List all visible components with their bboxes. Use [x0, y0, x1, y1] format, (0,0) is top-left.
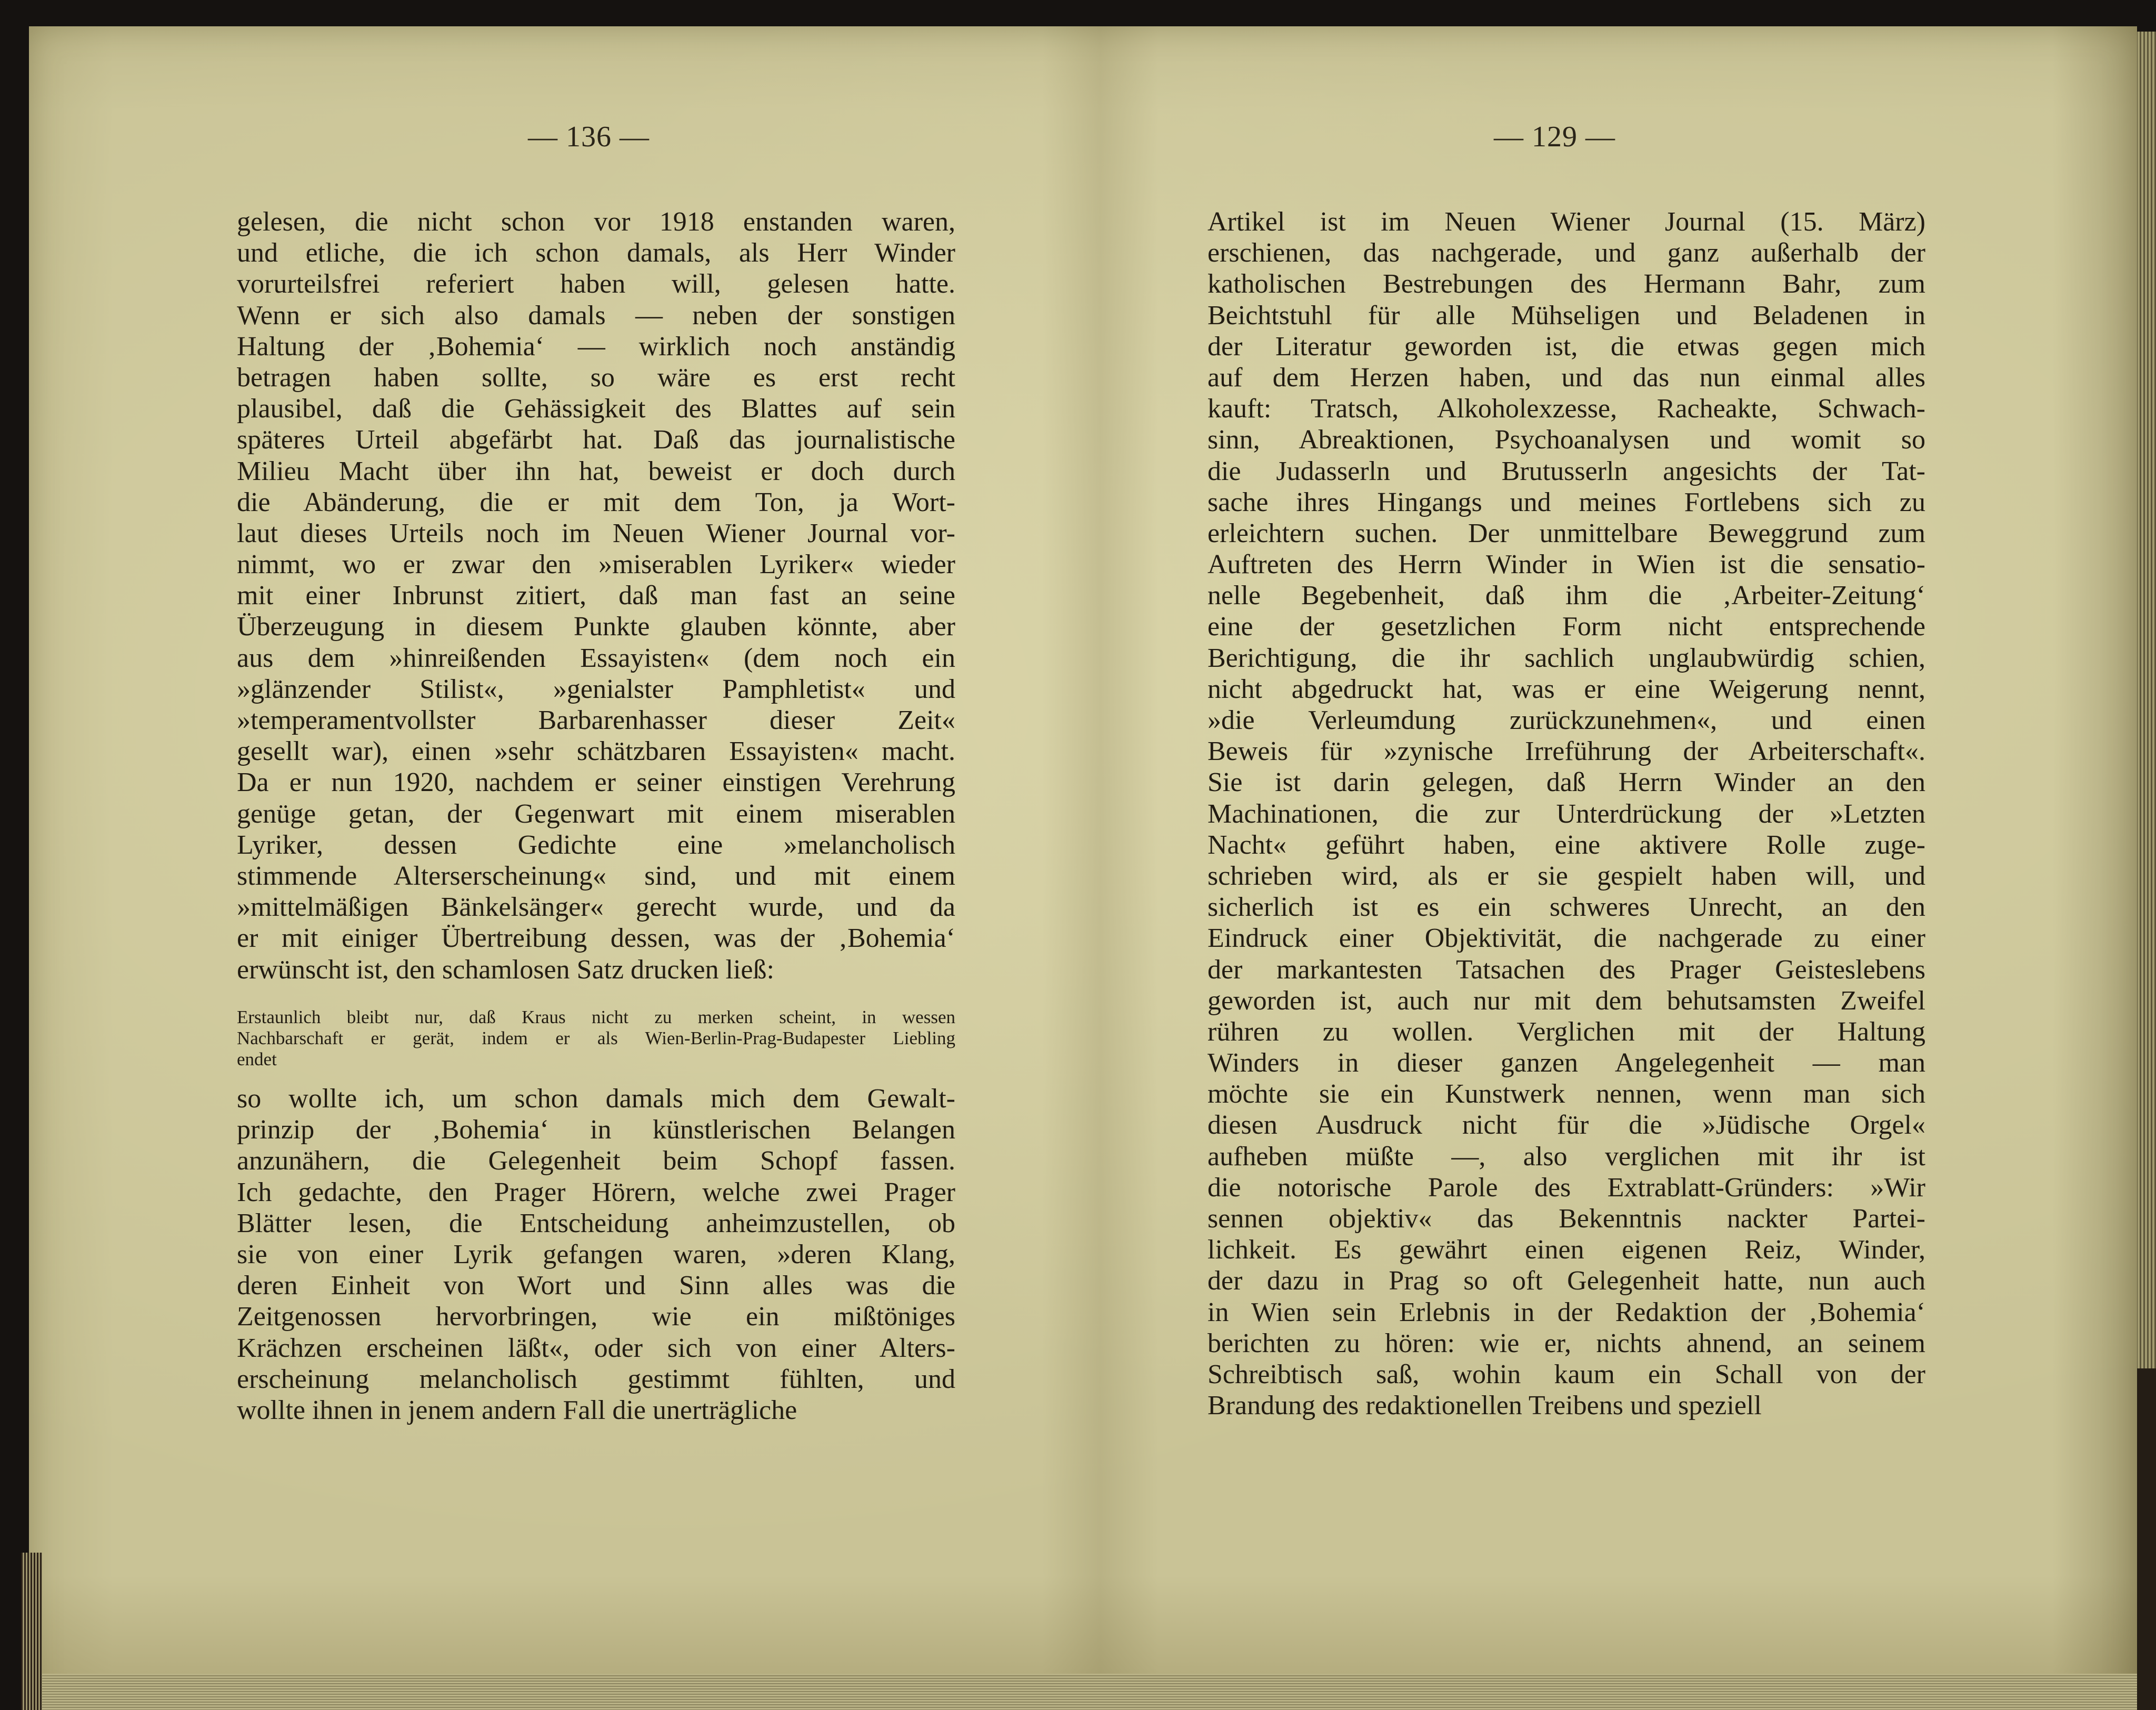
text-line: »die Verleumdung zurückzunehmen«, und einen — [1207, 705, 1925, 735]
text-line: Machinationen, die zur Unterdrückung der »Letzten — [1207, 798, 1925, 829]
text-line: erleichtern suchen. Der unmittelbare Beweggrund zum — [1207, 518, 1925, 548]
text-line: Zeitgenossen hervorbringen, wie ein mißtöniges — [237, 1302, 955, 1332]
text-line: aus dem »hinreißenden Essayisten« (dem noch ein — [237, 643, 955, 673]
text-line: sache ihres Hingangs und meines Fortlebens sich zu — [1207, 487, 1925, 517]
text-line: in Wien sein Erlebnis in der Redaktion der ‚Bohemia‘ — [1207, 1297, 1925, 1327]
text-line: Brandung des redaktionellen Treibens und speziell — [1207, 1391, 1762, 1421]
text-line: Haltung der ‚Bohemia‘ — wirklich noch anständig — [237, 331, 955, 362]
text-line: »glänzender Stilist«, »genialster Pamphletist« und — [237, 674, 955, 704]
text-line: Artikel ist im Neuen Wiener Journal (15. März) — [1207, 207, 1925, 237]
text-line: laut dieses Urteils noch im Neuen Wiener Journal vor- — [237, 518, 955, 548]
text-line: Da er nun 1920, nachdem er seiner einstigen Verehrung — [237, 767, 955, 798]
left-page-paragraph-1 — [237, 206, 955, 985]
text-line: Lyriker, dessen Gedichte eine »melancholisch — [237, 829, 955, 860]
text-line: Wenn er sich also damals — neben der sonstigen — [237, 300, 955, 331]
text-line: Nacht« geführt haben, eine aktivere Rolle zuge- — [1207, 829, 1925, 860]
text-line: Erstaunlich bleibt nur, daß Kraus nicht zu merken scheint, in wessen — [237, 1007, 955, 1027]
text-line: sicherlich ist es ein schweres Unrecht, an den — [1207, 892, 1925, 923]
text-line: der markantesten Tatsachen des Prager Geisteslebens — [1207, 954, 1925, 985]
text-line: deren Einheit von Wort und Sinn alles was die — [237, 1271, 955, 1301]
text-line: er mit einiger Übertreibung dessen, was der ‚Bohemia‘ — [237, 923, 955, 954]
text-line: und etliche, die ich schon damals, als Herr Winder — [237, 238, 955, 268]
text-line: erschienen, das nachgerade, und ganz außerhalb der — [1207, 238, 1925, 268]
text-line: auf dem Herzen haben, und das nun einmal alles — [1207, 362, 1925, 393]
text-line: so wollte ich, um schon damals mich dem Gewalt- — [237, 1084, 955, 1114]
text-line: aufheben müßte —, also verglichen mit ihr ist — [1207, 1141, 1925, 1172]
text-line: katholischen Bestrebungen des Hermann Bahr, zum — [1207, 269, 1925, 299]
page-edges-bottom — [29, 1674, 2137, 1710]
text-line: stimmende Alterserscheinung« sind, und mit einem — [237, 861, 955, 891]
text-line: Auftreten des Herrn Winder in Wien ist die sensatio- — [1207, 549, 1925, 580]
text-line: die Abänderung, die er mit dem Ton, ja Wort- — [237, 487, 955, 517]
text-line: Berichtigung, die ihr sachlich unglaubwürdig schien, — [1207, 643, 1925, 673]
text-line: prinzip der ‚Bohemia‘ in künstlerischen Belangen — [237, 1115, 955, 1145]
page-edges-left — [21, 1553, 42, 1710]
text-line: anzunähern, die Gelegenheit beim Schopf fassen. — [237, 1146, 955, 1176]
text-line: »temperamentvollster Barbarenhasser dieser Zeit« — [237, 705, 955, 735]
text-line: Nachbarschaft er gerät, indem er als Wien-Berlin-Prag-Budapester Liebling — [237, 1028, 955, 1048]
text-line: lichkeit. Es gewährt einen eigenen Reiz, Winder, — [1207, 1235, 1925, 1265]
text-line: rühren zu wollen. Verglichen mit der Haltung — [1207, 1016, 1925, 1047]
text-line: »mittelmäßigen Bänkelsänger« gerecht wurde, und da — [237, 892, 955, 923]
text-line: gesellt war), einen »sehr schätzbaren Essayisten« macht. — [237, 736, 955, 767]
text-line: Schreibtisch saß, wohin kaum ein Schall von der — [1207, 1359, 1925, 1389]
text-line: kauft: Tratsch, Alkoholexzesse, Racheakte, Schwach- — [1207, 394, 1925, 424]
text-line: nicht abgedruckt hat, was er eine Weigerung nennt, — [1207, 674, 1925, 704]
text-line: schrieben wird, als er sie gespielt haben will, und — [1207, 861, 1925, 891]
text-line: der Literatur geworden ist, die etwas gegen mich — [1207, 331, 1925, 362]
text-line: die Judasserln und Brutusserln angesichts der Tat- — [1207, 456, 1925, 486]
text-line: betragen haben sollte, so wäre es erst recht — [237, 362, 955, 393]
text-line: wollte ihnen in jenem andern Fall die unerträgliche — [237, 1395, 797, 1425]
right-page-number: — 129 — — [1494, 121, 1615, 153]
text-line: geworden ist, auch nur mit dem behutsamsten Zweifel — [1207, 985, 1925, 1016]
text-line: Eindruck einer Objektivität, die nachgerade zu einer — [1207, 923, 1925, 954]
text-line: eine der gesetzlichen Form nicht entsprechende — [1207, 612, 1925, 642]
text-line: sinn, Abreaktionen, Psychoanalysen und womit so — [1207, 425, 1925, 455]
text-line: Sie ist darin gelegen, daß Herrn Winder an den — [1207, 767, 1925, 798]
text-line: gelesen, die nicht schon vor 1918 enstanden waren, — [237, 207, 955, 237]
right-page-text — [1207, 206, 1925, 1421]
text-line: endet — [237, 1049, 277, 1069]
text-line: nelle Begebenheit, daß ihm die ‚Arbeiter-Zeitung‘ — [1207, 581, 1925, 611]
text-line: genüge getan, der Gegenwart mit einem miserablen — [237, 798, 955, 829]
text-line: vorurteilsfrei referiert haben will, gelesen hatte. — [237, 269, 955, 299]
left-page-number: — 136 — — [528, 121, 650, 153]
text-line: mit einer Inbrunst zitiert, daß man fast an seine — [237, 581, 955, 611]
left-page-quote — [237, 1007, 955, 1070]
text-line: späteres Urteil abgefärbt hat. Daß das journalistische — [237, 425, 955, 455]
text-line: berichten zu hören: wie er, nichts ahnend, an seinem — [1207, 1328, 1925, 1358]
text-line: Beweis für »zynische Irreführung der Arbeiterschaft«. — [1207, 736, 1925, 767]
text-line: Blätter lesen, die Entscheidung anheimzustellen, ob — [237, 1208, 955, 1238]
text-line: der dazu in Prag so oft Gelegenheit hatte, nun auch — [1207, 1266, 1925, 1296]
left-page-paragraph-2 — [237, 1083, 955, 1426]
text-line: sie von einer Lyrik gefangen waren, »deren Klang, — [237, 1239, 955, 1269]
text-line: möchte sie ein Kunstwerk nennen, wenn man sich — [1207, 1079, 1925, 1109]
text-line: Beichtstuhl für alle Mühseligen und Beladenen in — [1207, 300, 1925, 331]
text-line: Winders in dieser ganzen Angelegenheit — man — [1207, 1048, 1925, 1078]
text-line: Ich gedachte, den Prager Hörern, welche zwei Prager — [237, 1177, 955, 1207]
text-line: diesen Ausdruck nicht für die »Jüdische Orgel« — [1207, 1110, 1925, 1141]
text-line: sennen objektiv« das Bekenntnis nackter Partei- — [1207, 1204, 1925, 1234]
text-line: Krächzen erscheinen läßt«, oder sich von einer Alters- — [237, 1333, 955, 1363]
text-line: Milieu Macht über ihn hat, beweist er doch durch — [237, 456, 955, 486]
text-line: nimmt, wo er zwar den »miserablen Lyriker« wieder — [237, 549, 955, 580]
text-line: erwünscht ist, den schamlosen Satz drucken ließ: — [237, 954, 774, 985]
text-line: die notorische Parole des Extrablatt-Gründers: »Wir — [1207, 1172, 1925, 1203]
text-line: Überzeugung in diesem Punkte glauben könnte, aber — [237, 612, 955, 642]
spine-gutter — [1042, 26, 1158, 1710]
text-line: plausibel, daß die Gehässigkeit des Blattes auf sein — [237, 394, 955, 424]
text-line: erscheinung melancholisch gestimmt fühlten, und — [237, 1364, 955, 1394]
